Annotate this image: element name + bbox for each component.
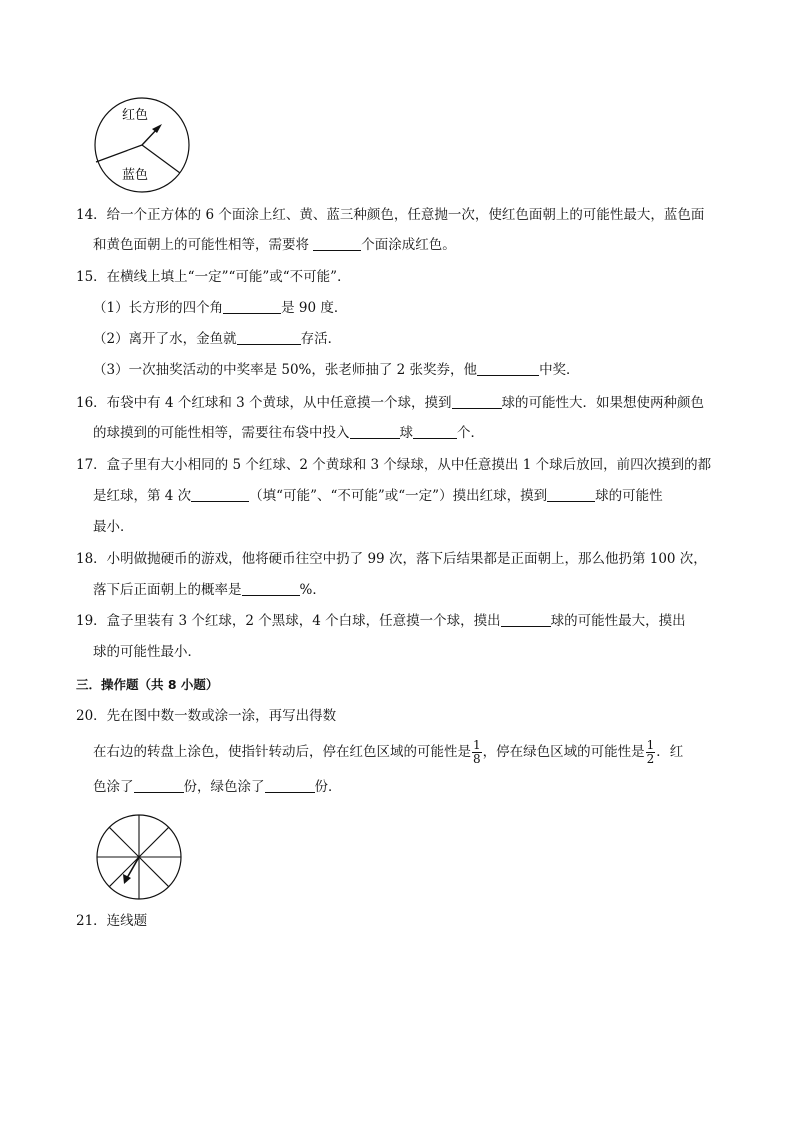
q15-sub1: （1）长方形的四个角 是 90 度． [93, 300, 348, 316]
q21-title: 21．连线题 [76, 913, 148, 929]
answer-blank[interactable] [413, 424, 457, 439]
q18-line1: 18．小明做抛硬币的游戏，他将硬币往空中扔了 99 次，落下后结果都是正面朝上，那么他扔第 100 次， [76, 551, 707, 567]
answer-blank[interactable] [313, 236, 361, 251]
fraction-one-half: $\frac{1}{2}$ [646, 738, 655, 766]
q20-title: 20．先在图中数一数或涂一涂，再写出得数 [76, 708, 337, 724]
answer-blank[interactable] [547, 487, 595, 502]
spinner-figure-eight-sectors [94, 812, 184, 902]
q19-line2: 球的可能性最小． [93, 644, 201, 660]
q15-sub3: （3）一次抽奖活动的中奖率是 50%，张老师抽了 2 张奖券，他 中奖． [93, 362, 580, 378]
answer-blank[interactable] [452, 394, 502, 409]
answer-blank[interactable] [242, 581, 300, 596]
label-red: 红色 [122, 108, 149, 123]
answer-blank[interactable] [350, 424, 400, 439]
q20-line2: 色涂了 份，绿色涂了 份． [93, 779, 342, 795]
answer-blank[interactable] [191, 487, 249, 502]
label-blue: 蓝色 [122, 168, 149, 183]
answer-blank[interactable] [501, 612, 551, 627]
q14-line2: 和黄色面朝上的可能性相等，需要将 个面涂成红色。 [93, 237, 456, 253]
answer-blank[interactable] [237, 330, 301, 345]
spinner-divider-left [96, 145, 142, 162]
spinner-figure-red-blue [92, 95, 196, 195]
answer-blank[interactable] [223, 299, 281, 314]
answer-blank[interactable] [134, 778, 184, 793]
q15-sub2: （2）离开了水，金鱼就 存活． [93, 331, 342, 347]
answer-blank[interactable] [265, 778, 315, 793]
q18-line2: 落下后正面朝上的概率是 %． [93, 582, 326, 598]
arrowhead-icon [123, 874, 131, 884]
q17-line1: 17．盒子里有大小相同的 5 个红球、2 个黄球和 3 个绿球，从中任意摸出 1 个球后放回，前四次摸到的都 [76, 457, 712, 473]
q14-line1: 14．给一个正方体的 6 个面涂上红、黄、蓝三种颜色，任意抛一次，使红色面朝上的可能性最大，蓝色面 [76, 207, 705, 223]
q19-line1: 19．盒子里装有 3 个红球，2 个黑球，4 个白球，任意摸一个球，摸出 球的可能性最大，摸出 [76, 613, 686, 629]
q16-line1: 16．布袋中有 4 个红球和 3 个黄球，从中任意摸一个球，摸到 球的可能性大．如果想使两种颜色 [76, 395, 705, 411]
section-title: 三．操作题（共 8 小题） [76, 677, 219, 692]
fraction-one-eighth: $\frac{1}{8}$ [473, 738, 481, 766]
q15-title: 15．在横线上填上“一定”“可能”或“不可能”． [76, 269, 351, 285]
q17-line3: 最小． [93, 519, 134, 535]
q16-line2: 的球摸到的可能性相等，需要往布袋中投入 球 个． [93, 425, 484, 441]
q17-line2: 是红球，第 4 次 （填“可能”、“不可能”或“一定”）摸出红球，摸到 球的可能性 [93, 488, 663, 504]
answer-blank[interactable] [477, 361, 539, 376]
arrowhead-icon [152, 124, 162, 133]
q20-line1: 在右边的转盘上涂色，使指针转动后，停在红色区域的可能性是 $\frac{1}{8}$ ，停在绿色区域的可能性是 $\frac{1}{2}$ ．红 [93, 738, 684, 766]
